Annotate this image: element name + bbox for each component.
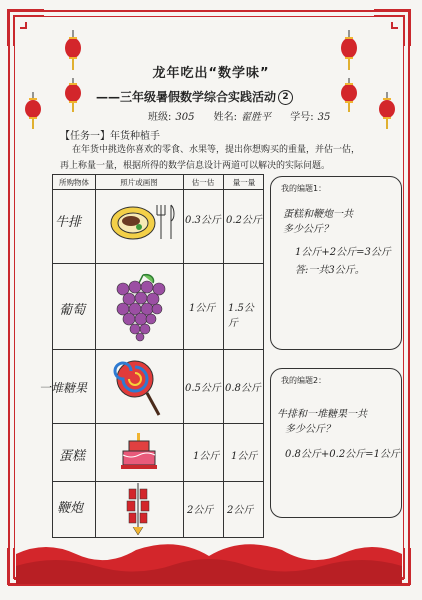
item-name: 鞭炮 [57, 501, 84, 516]
task-title: 【任务一】年货种植手 [60, 131, 160, 142]
lantern-icon [340, 78, 358, 114]
problem-box-1 [270, 176, 402, 350]
measure-value: 1.5公斤 [228, 303, 254, 329]
table-divider [53, 189, 263, 190]
header-picture: 照片或画图 [120, 178, 158, 187]
problem-line: 0.8公斤+0.2公斤=1公斤 [285, 449, 400, 460]
problem-label: 我的编题1： [281, 184, 327, 193]
problem-label: 我的编题2： [281, 376, 327, 385]
problem-line: 多少公斤？ [285, 424, 335, 435]
problem-box-2 [270, 368, 402, 518]
corner-ornament-icon [6, 8, 46, 48]
table-divider [53, 349, 263, 350]
header-item: 所购物体 [59, 178, 89, 187]
problem-line: 1公斤+2公斤=3公斤 [295, 247, 391, 258]
item-name: 牛排 [55, 215, 82, 230]
lantern-icon [378, 92, 396, 132]
estimate-value: 2公斤 [187, 505, 214, 516]
measure-value: 2公斤 [227, 505, 254, 516]
id-value: 35 [317, 112, 331, 123]
cake-drawing-icon [117, 431, 161, 475]
student-info [148, 108, 334, 123]
lollipop-drawing-icon [113, 357, 163, 419]
table-divider [53, 481, 263, 482]
header-estimate: 估一估 [191, 178, 215, 187]
item-name: 葡萄 [59, 303, 86, 318]
shopping-table [39, 174, 264, 538]
id-label: 学号: [290, 112, 314, 123]
estimate-value: 1公斤 [193, 451, 220, 462]
activity-number-badge: 2 [278, 90, 293, 105]
page-title: 龙年吃出“数学味” [152, 66, 270, 81]
measure-value: 0.8公斤 [225, 383, 261, 394]
table-divider [95, 175, 96, 537]
estimate-value: 0.3公斤 [185, 215, 221, 226]
corner-ornament-icon [372, 8, 412, 48]
header-measure: 量一量 [232, 178, 256, 187]
table-divider [223, 175, 224, 537]
lantern-icon [64, 78, 82, 114]
bottom-wave-decoration-icon [16, 540, 402, 584]
lantern-icon [24, 92, 42, 132]
estimate-value: 1公斤 [189, 303, 216, 314]
item-name: 蛋糕 [59, 449, 86, 464]
measure-value: 0.2公斤 [226, 215, 262, 226]
name-label: 姓名: [213, 112, 238, 123]
problem-line: 多少公斤？ [283, 224, 333, 235]
problem-line: 蛋糕和鞭炮一共 [283, 209, 353, 220]
table-divider [183, 175, 184, 537]
grapes-drawing-icon [109, 273, 173, 343]
table-divider [53, 423, 263, 424]
firecracker-drawing-icon [121, 483, 155, 537]
table-divider [53, 263, 263, 264]
class-label: 班级: [148, 112, 172, 123]
measure-value: 1公斤 [231, 451, 258, 462]
item-name: 一堆糖果 [39, 381, 88, 395]
class-value: 305 [175, 112, 195, 123]
name-value: 翟胜平 [241, 112, 272, 123]
task-description: 在年货中挑选你喜欢的零食、水果等，提出你想购买的重量，并估一估，再上称量一量，根据所得的数学信息设计两道可以解决的实际问题。 [60, 145, 361, 171]
problem-line: 答:一共3公斤。 [295, 265, 365, 276]
estimate-value: 0.5公斤 [185, 383, 221, 394]
problem-line: 牛排和一堆糖果一共 [277, 409, 367, 420]
subtitle-text: ——三年级暑假数学综合实践活动 [96, 90, 277, 104]
page-subtitle [96, 88, 293, 105]
steak-drawing-icon [103, 199, 177, 245]
